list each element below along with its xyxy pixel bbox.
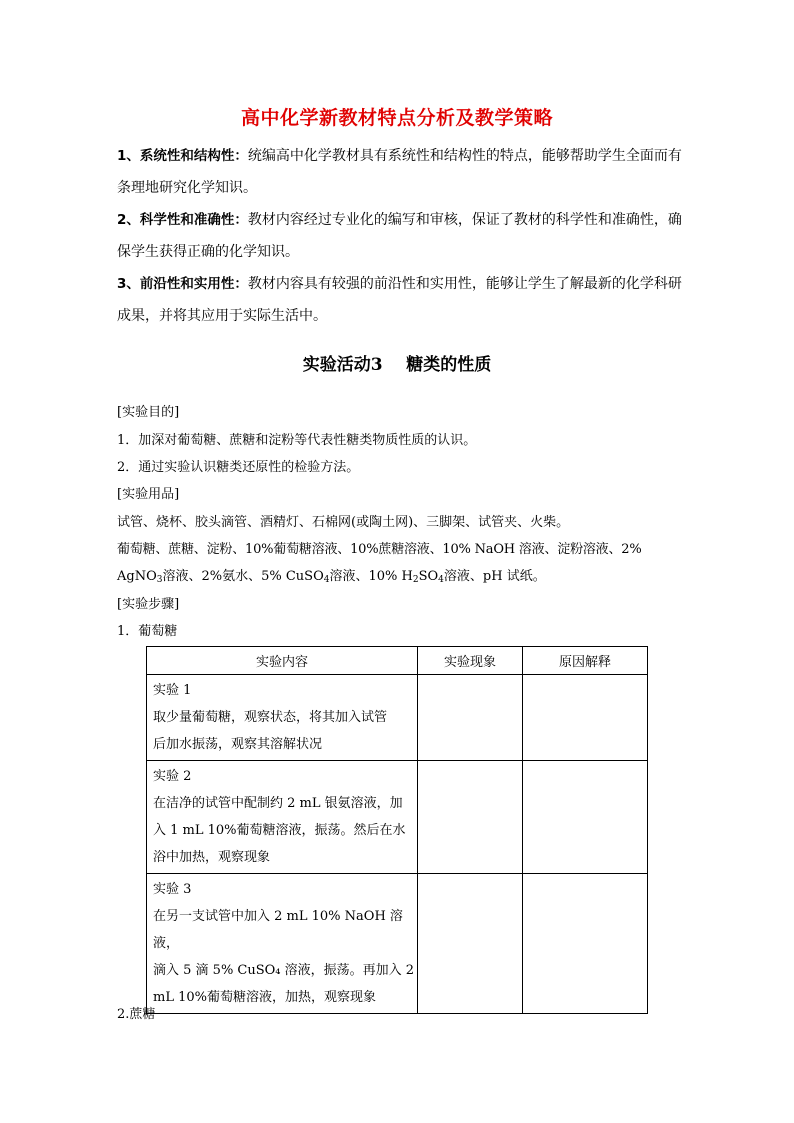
materials-equipment: 试管、烧杯、胶头滴管、酒精灯、石棉网(或陶土网)、三脚架、试管夹、火柴。: [117, 515, 570, 530]
table-cell-content: 实验 1 取少量葡萄糖，观察状态，将其加入试管 后加水振荡，观察其溶解状况: [147, 675, 418, 761]
intro-section: [117, 140, 682, 332]
table-cell-phenomenon: [418, 874, 523, 1014]
activity-title-prefix: 实验活动: [302, 355, 371, 375]
table-row: [147, 874, 648, 1014]
table-cell-explanation: [523, 874, 648, 1014]
activity-title-suffix: 糖类的性质: [406, 355, 492, 375]
materials-heading: [实验用品]: [117, 487, 180, 502]
intro-text: 教材内容经过专业化的编写和审核，保证了教材的科学性和准确性，确保学生获得正确的化学知识。: [117, 212, 682, 260]
glucose-heading: 1．葡萄糖: [117, 624, 178, 639]
intro-text: 统编高中化学教材具有系统性和结构性的特点，能够帮助学生全面而有条理地研究化学知识。: [117, 148, 682, 196]
experiment-table: [146, 646, 648, 1014]
intro-item: [117, 204, 682, 268]
table-cell-explanation: [523, 761, 648, 874]
sucrose-heading: 2.蔗糖: [117, 1007, 156, 1022]
table-row: [147, 761, 648, 874]
intro-text: 教材内容具有较强的前沿性和实用性，能够让学生了解最新的化学科研成果，并将其应用于实际生活中。: [117, 276, 682, 324]
table-cell-explanation: [523, 675, 648, 761]
table-cell-phenomenon: [418, 761, 523, 874]
table-cell-content: 实验 3 在另一支试管中加入 2 mL 10% NaOH 溶液， 滴入 5 滴 5% CuSO₄ 溶液，振荡。再加入 2 mL 10%葡萄糖溶液，加热，观察现象: [147, 874, 418, 1014]
activity-title-number: 3: [370, 355, 383, 375]
page-title: 高中化学新教材特点分析及教学策略: [240, 107, 553, 129]
table-header-row: [147, 647, 648, 675]
activity-title: [0, 350, 794, 375]
materials-reagents-line: AgNO$_3$溶液、2%氨水、5% CuSO$_4$溶液、10% $H_2SO_4$溶液、pH 试纸。: [117, 569, 546, 585]
purpose-item: 2．通过实验认识糖类还原性的检验方法。: [117, 460, 360, 475]
purpose-item: 1．加深对葡萄糖、蔗糖和淀粉等代表性糖类物质性质的认识。: [117, 433, 477, 448]
purpose-heading: [实验目的]: [117, 405, 180, 420]
materials-reagents-line: 葡萄糖、蔗糖、淀粉、10%葡萄糖溶液、10%蔗糖溶液、10% NaOH 溶液、淀粉溶液、2%: [117, 542, 642, 557]
table-row: [147, 675, 648, 761]
intro-item: [117, 140, 682, 204]
table-header: 原因解释: [523, 647, 648, 675]
table-header: 实验现象: [418, 647, 523, 675]
table-cell-phenomenon: [418, 675, 523, 761]
intro-item: [117, 268, 682, 332]
steps-heading: [实验步骤]: [117, 597, 180, 612]
intro-lead: 2、科学性和准确性：: [117, 212, 248, 228]
table-header: 实验内容: [147, 647, 418, 675]
table-cell-content: 实验 2 在洁净的试管中配制约 2 mL 银氨溶液，加 入 1 mL 10%葡萄糖溶液，振荡。然后在水 浴中加热，观察现象: [147, 761, 418, 874]
intro-lead: 1、系统性和结构性：: [117, 148, 248, 164]
intro-lead: 3、前沿性和实用性：: [117, 276, 248, 292]
